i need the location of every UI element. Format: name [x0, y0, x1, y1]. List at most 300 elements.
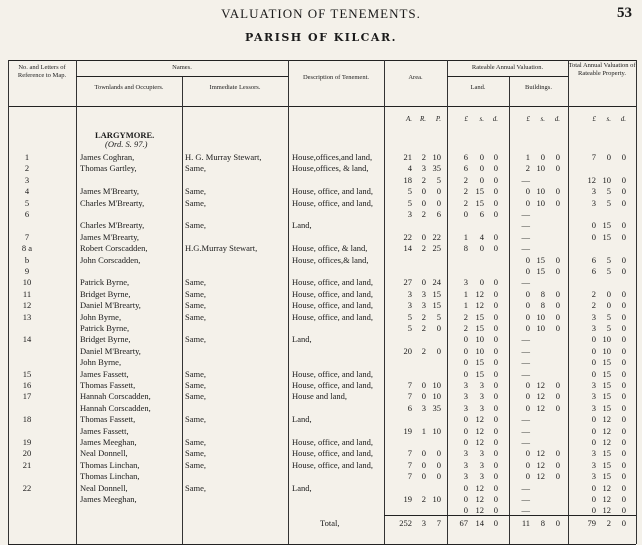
cell-l-0: 3 — [463, 391, 468, 402]
cell-t-2: 0 — [621, 311, 626, 322]
cell-a-0: 3 — [407, 209, 412, 219]
cell-t-2: 0 — [621, 266, 626, 276]
cell-b-0: 0 — [525, 311, 530, 322]
cell-a-1: 0 — [421, 459, 426, 470]
cell-b-1: 12 — [536, 448, 545, 459]
table-row — [0, 277, 642, 288]
cell-b-1: 10 — [536, 186, 545, 197]
cell-b-0: 0 — [525, 380, 530, 390]
cell-t-1: 15 — [602, 391, 611, 402]
cell-occ: Thomas Fassett, — [80, 414, 136, 425]
cell-b-0: 2 — [525, 163, 530, 174]
cell-t-0: 2 — [591, 300, 596, 311]
cell-a-0: 5 — [407, 323, 412, 333]
cell-t-0: 3 — [591, 323, 596, 333]
cell-t-1: 15 — [602, 471, 611, 482]
cell-desc: House, office, & land, — [292, 243, 368, 254]
cell-t-0: 0 — [591, 334, 596, 345]
cell-les: Same, — [185, 220, 207, 231]
cell-t-1: 15 — [602, 357, 611, 368]
cell-les: Same, — [185, 459, 207, 470]
cell-l-0: 2 — [463, 311, 468, 322]
cell-a-1: 2 — [421, 209, 426, 219]
cell-a-2: 35 — [432, 402, 441, 413]
cell-a-0: 3 — [407, 300, 412, 311]
col-header-description: Description of Tenement. — [302, 74, 370, 81]
cell-l-2: 0 — [493, 163, 498, 174]
cell-desc: House, office, and land, — [292, 311, 374, 322]
cell-occ: Patrick Byrne, — [80, 323, 130, 333]
cell-b-0: 0 — [525, 391, 530, 402]
cell-l-2: 0 — [493, 414, 498, 425]
cell-l-0: 2 — [463, 197, 468, 208]
cell-l-1: 10 — [475, 345, 484, 356]
cell-l-2: 0 — [493, 277, 498, 288]
cell-l-1: 12 — [475, 425, 484, 436]
cell-les: Same, — [185, 368, 207, 379]
cell-t-2: 0 — [621, 174, 626, 185]
cell-no: 20 — [22, 448, 32, 459]
cell-t-1: 0 — [606, 288, 611, 299]
cell-a-0: 5 — [407, 186, 412, 197]
cell-a-2: 0 — [436, 197, 441, 208]
cell-t-2: 0 — [621, 505, 626, 516]
cell-t-2: 0 — [621, 380, 626, 390]
col-header-names: Names. — [172, 64, 192, 71]
cell-l-2: 0 — [493, 334, 498, 345]
cell-l-1: 3 — [479, 380, 484, 390]
cell-b-0: — — [521, 425, 530, 436]
table-row — [0, 494, 642, 505]
cell-l-0: 3 — [463, 402, 468, 413]
cell-t-1: 5 — [606, 186, 611, 197]
cell-t-2: 0 — [621, 459, 626, 470]
cell-l-2: 0 — [493, 323, 498, 333]
cell-occ: John Corscadden, — [80, 254, 141, 265]
cell-l-2: 0 — [493, 345, 498, 356]
cell-t-0: 3 — [591, 459, 596, 470]
table-row — [0, 369, 642, 380]
cell-no: 8 a — [21, 243, 33, 254]
cell-b-0: 0 — [525, 288, 530, 299]
cell-l-2: 0 — [493, 311, 498, 322]
col-header-land: Land. — [470, 84, 486, 91]
cell-a-1: 2 — [421, 311, 426, 322]
cell-b-2: 0 — [555, 402, 560, 413]
cell-l-2: 0 — [493, 505, 498, 516]
cell-b-2: 0 — [555, 254, 560, 265]
cell-t-2: 0 — [621, 357, 626, 368]
cell-les: Same, — [185, 197, 207, 208]
cell-l-0: 3 — [463, 277, 468, 288]
cell-t-0: 3 — [591, 186, 596, 197]
cell-l-0: 0 — [463, 414, 468, 425]
cell-l-2: 0 — [493, 459, 498, 470]
cell-a-0: 21 — [403, 152, 412, 162]
cell-occ: John Byrne, — [80, 311, 122, 322]
cell-les: Same, — [185, 311, 207, 322]
cell-l-1: 3 — [479, 471, 484, 482]
cell-b-1: 12 — [536, 459, 545, 470]
cell-t-2: 0 — [621, 231, 626, 242]
cell-occ: John Byrne, — [80, 357, 122, 368]
cell-desc: House,offices,and land, — [292, 152, 373, 162]
cell-l-1: 3 — [479, 402, 484, 413]
cell-l-1: 10 — [475, 334, 484, 345]
cell-l-1: 0 — [479, 174, 484, 185]
table-row — [0, 380, 642, 391]
cell-no: 16 — [22, 380, 32, 390]
cell-a-1: 0 — [421, 471, 426, 482]
cell-no: 14 — [22, 334, 32, 345]
cell-no: 1 — [24, 152, 30, 162]
cell-b-0: 0 — [525, 471, 530, 482]
cell-a-0: 14 — [403, 243, 412, 254]
cell-l-0: 1 — [463, 231, 468, 242]
cell-t-1: 15 — [602, 368, 611, 379]
cell-a-0: 6 — [407, 402, 412, 413]
col-header-no: No. and Letters of Reference to Map. — [17, 64, 67, 79]
cell-l-1: 4 — [479, 231, 484, 242]
cell-a-0: 7 — [407, 391, 412, 402]
cell-b-0: — — [521, 505, 530, 516]
cell-no: 17 — [22, 391, 32, 402]
table-row — [0, 426, 642, 437]
cell-a-1: 0 — [421, 231, 426, 242]
cell-b-1: 8 — [540, 300, 545, 311]
cell-b-0: — — [521, 209, 530, 219]
cell-a-1: 2 — [421, 174, 426, 185]
cell-t-0: 6 — [591, 254, 596, 265]
cell-l-2: 0 — [493, 425, 498, 436]
cell-a-1: 0 — [421, 186, 426, 197]
cell-a-1: 3 — [421, 402, 426, 413]
table-row — [0, 471, 642, 482]
cell-b-2: 0 — [555, 323, 560, 333]
cell-b-1: 12 — [536, 471, 545, 482]
cell-a-2: 22 — [432, 231, 441, 242]
cell-b-0: 0 — [525, 459, 530, 470]
cell-l-0: 2 — [463, 323, 468, 333]
cell-b-1: 10 — [536, 163, 545, 174]
cell-no: 15 — [22, 368, 32, 379]
col-header-buildings: Buildings. — [525, 84, 552, 91]
cell-l-0: 2 — [463, 186, 468, 197]
cell-l-0: 6 — [463, 152, 468, 162]
cell-b-2: 0 — [555, 471, 560, 482]
cell-t-2: 0 — [621, 494, 626, 504]
cell-t-0: 6 — [591, 266, 596, 276]
cell-l-1: 3 — [479, 459, 484, 470]
cell-les: Same, — [185, 300, 207, 311]
cell-b-0: — — [521, 368, 530, 379]
cell-l-2: 0 — [493, 368, 498, 379]
cell-t-1: 12 — [602, 505, 611, 516]
cell-a-2: 0 — [436, 186, 441, 197]
townland-ord: (Ord. S. 97.) — [105, 139, 148, 149]
cell-occ: Thomas Gartley, — [80, 163, 137, 174]
cell-t-0: 0 — [591, 437, 596, 447]
cell-desc: Land, — [292, 414, 312, 425]
table-row — [0, 346, 642, 357]
cell-a-1: 3 — [421, 163, 426, 174]
cell-l-2: 0 — [493, 288, 498, 299]
cell-les: H.G.Murray Stewart, — [185, 243, 258, 254]
cell-t-0: 3 — [591, 448, 596, 459]
cell-desc: House, office, and land, — [292, 459, 374, 470]
cell-a-2: 25 — [432, 243, 441, 254]
table-row — [0, 323, 642, 334]
table-row — [0, 255, 642, 266]
cell-a-1: 0 — [421, 197, 426, 208]
cell-t-1: 15 — [602, 220, 611, 231]
cell-b-2: 0 — [555, 288, 560, 299]
cell-occ: Thomas Linchan, — [80, 459, 140, 470]
cell-l-1: 15 — [475, 357, 484, 368]
cell-a-2: 10 — [432, 425, 441, 436]
cell-l-0: 0 — [463, 368, 468, 379]
cell-t-1: 15 — [602, 380, 611, 390]
cell-l-2: 0 — [493, 471, 498, 482]
cell-t-1: 5 — [606, 323, 611, 333]
cell-b-0: 0 — [525, 254, 530, 265]
cell-b-1: 10 — [536, 311, 545, 322]
cell-t-1: 0 — [606, 152, 611, 162]
cell-b-2: 0 — [555, 197, 560, 208]
col-header-area: Area. — [408, 74, 423, 81]
cell-occ: Hannah Corscadden, — [80, 402, 151, 413]
cell-b-2: 0 — [555, 391, 560, 402]
cell-a-0: 3 — [407, 288, 412, 299]
cell-a-0: 7 — [407, 380, 412, 390]
cell-occ: Bridget Byrne, — [80, 288, 131, 299]
cell-t-2: 0 — [621, 254, 626, 265]
cell-occ: Robert Corscadden, — [80, 243, 148, 254]
cell-desc: House, office, and land, — [292, 437, 374, 447]
cell-t-2: 0 — [621, 402, 626, 413]
cell-occ: James M'Brearty, — [80, 186, 140, 197]
cell-a-1: 0 — [421, 277, 426, 288]
cell-occ: James Fassett, — [80, 368, 129, 379]
cell-a-2: 0 — [436, 459, 441, 470]
cell-a-1: 1 — [421, 425, 426, 436]
table-row — [0, 334, 642, 345]
cell-no: 6 — [24, 209, 30, 219]
cell-l-0: 3 — [463, 471, 468, 482]
cell-t-1: 5 — [606, 266, 611, 276]
cell-l-2: 0 — [493, 174, 498, 185]
cell-a-2: 10 — [432, 380, 441, 390]
cell-les: Same, — [185, 437, 207, 447]
cell-b-0: — — [521, 494, 530, 504]
cell-t-2: 0 — [621, 368, 626, 379]
cell-t-1: 10 — [602, 334, 611, 345]
cell-les: Same, — [185, 448, 207, 459]
cell-b-2: 0 — [555, 186, 560, 197]
cell-b-2: 0 — [555, 311, 560, 322]
cell-l-0: 0 — [463, 345, 468, 356]
cell-t-0: 0 — [591, 494, 596, 504]
cell-b-0: — — [521, 357, 530, 368]
cell-t-1: 12 — [602, 494, 611, 504]
cell-l-2: 0 — [493, 437, 498, 447]
cell-b-0: 0 — [525, 323, 530, 333]
cell-t-0: 3 — [591, 471, 596, 482]
cell-b-0: 0 — [525, 197, 530, 208]
cell-a-1: 3 — [421, 288, 426, 299]
cell-t-0: 3 — [591, 197, 596, 208]
cell-b-0: 0 — [525, 266, 530, 276]
cell-t-1: 12 — [602, 425, 611, 436]
cell-l-0: 0 — [463, 505, 468, 516]
cell-no: 13 — [22, 311, 32, 322]
cell-l-1: 3 — [479, 448, 484, 459]
cell-t-0: 12 — [587, 174, 596, 185]
cell-desc: House,offices, & land, — [292, 163, 369, 174]
cell-l-1: 12 — [475, 482, 484, 493]
cell-occ: Charles M'Brearty, — [80, 197, 145, 208]
cell-l-0: 3 — [463, 380, 468, 390]
cell-b-0: 0 — [525, 300, 530, 311]
cell-no: 10 — [22, 277, 32, 288]
table-row — [0, 300, 642, 311]
table-row — [0, 266, 642, 277]
cell-t-1: 5 — [606, 254, 611, 265]
table-row — [0, 403, 642, 414]
cell-t-1: 12 — [602, 482, 611, 493]
cell-no: 7 — [24, 231, 30, 242]
cell-b-2: 0 — [555, 266, 560, 276]
cell-t-1: 5 — [606, 197, 611, 208]
cell-les: Same, — [185, 391, 207, 402]
cell-l-2: 0 — [493, 243, 498, 254]
cell-desc: Land, — [292, 220, 312, 231]
cell-l-0: 0 — [463, 334, 468, 345]
cell-a-2: 0 — [436, 323, 441, 333]
table-row — [0, 243, 642, 254]
cell-t-0: 3 — [591, 391, 596, 402]
cell-occ: James M'Brearty, — [80, 231, 140, 242]
cell-desc: House, office, and land, — [292, 288, 374, 299]
table-row — [0, 448, 642, 459]
cell-a-0: 7 — [407, 459, 412, 470]
cell-occ: Daniel M'Brearty, — [80, 345, 141, 356]
cell-t-2: 0 — [621, 334, 626, 345]
cell-a-2: 6 — [436, 209, 441, 219]
cell-t-2: 0 — [621, 300, 626, 311]
cell-occ: Thomas Fassett, — [80, 380, 136, 390]
units-row: A. R. P. £ s. d. £ s. d. £ s. d. — [405, 115, 626, 123]
cell-l-1: 12 — [475, 300, 484, 311]
cell-b-1: 0 — [540, 152, 545, 162]
cell-les: Same, — [185, 334, 207, 345]
cell-b-0: — — [521, 231, 530, 242]
cell-t-0: 3 — [591, 380, 596, 390]
cell-les: Same, — [185, 163, 207, 174]
cell-l-2: 0 — [493, 357, 498, 368]
col-header-townlands: Townlands and Occupiers. — [94, 84, 164, 91]
cell-no: 9 — [24, 266, 30, 276]
cell-l-0: 6 — [463, 163, 468, 174]
table-row — [0, 483, 642, 494]
cell-b-0: — — [521, 482, 530, 493]
cell-desc: House, office, and land, — [292, 380, 374, 390]
cell-l-0: 0 — [463, 482, 468, 493]
cell-l-2: 0 — [493, 494, 498, 504]
cell-no: 5 — [24, 197, 30, 208]
cell-l-2: 0 — [493, 482, 498, 493]
cell-a-0: 27 — [403, 277, 412, 288]
cell-l-1: 12 — [475, 437, 484, 447]
cell-a-2: 0 — [436, 471, 441, 482]
cell-l-2: 0 — [493, 152, 498, 162]
cell-occ: Neal Donnell, — [80, 448, 128, 459]
table-row — [0, 175, 642, 186]
cell-a-1: 2 — [421, 494, 426, 504]
cell-b-1: 10 — [536, 323, 545, 333]
cell-b-1: 10 — [536, 197, 545, 208]
cell-desc: House, office, and land, — [292, 186, 374, 197]
parish-title: PARISH OF KILCAR. — [245, 31, 397, 44]
cell-t-0: 0 — [591, 220, 596, 231]
cell-a-2: 15 — [432, 288, 441, 299]
cell-occ: James Meeghan, — [80, 437, 137, 447]
table-row — [0, 198, 642, 209]
cell-t-2: 0 — [621, 414, 626, 425]
cell-a-0: 22 — [403, 231, 412, 242]
cell-a-1: 2 — [421, 243, 426, 254]
cell-t-1: 10 — [602, 174, 611, 185]
cell-l-0: 8 — [463, 243, 468, 254]
cell-t-1: 15 — [602, 459, 611, 470]
cell-l-1: 0 — [479, 277, 484, 288]
cell-no: 18 — [22, 414, 32, 425]
cell-l-2: 0 — [493, 391, 498, 402]
cell-les: Same, — [185, 414, 207, 425]
cell-l-1: 15 — [475, 197, 484, 208]
table-row — [0, 152, 642, 163]
table-row — [0, 220, 642, 231]
cell-t-0: 0 — [591, 414, 596, 425]
cell-b-0: — — [521, 277, 530, 288]
cell-t-2: 0 — [621, 425, 626, 436]
col-header-total: Total Annual Valuation of Rateable Property. — [568, 62, 636, 77]
cell-b-1: 8 — [540, 288, 545, 299]
cell-l-1: 3 — [479, 391, 484, 402]
cell-occ: Patrick Byrne, — [80, 277, 130, 288]
cell-t-2: 0 — [621, 197, 626, 208]
cell-t-1: 15 — [602, 231, 611, 242]
cell-desc: House, offices,& land, — [292, 254, 369, 265]
cell-b-0: — — [521, 174, 530, 185]
table-row — [0, 289, 642, 300]
cell-a-1: 3 — [421, 300, 426, 311]
table-row — [0, 437, 642, 448]
cell-occ: Charles M'Brearty, — [80, 220, 145, 231]
cell-t-2: 0 — [621, 152, 626, 162]
table-row — [0, 460, 642, 471]
cell-no: 3 — [24, 174, 30, 185]
cell-t-1: 5 — [606, 311, 611, 322]
cell-t-1: 12 — [602, 437, 611, 447]
cell-desc: House, office, and land, — [292, 368, 374, 379]
page-number: 53 — [617, 5, 632, 21]
cell-t-0: 0 — [591, 505, 596, 516]
cell-b-0: — — [521, 437, 530, 447]
cell-l-0: 0 — [463, 437, 468, 447]
cell-t-0: 2 — [591, 288, 596, 299]
cell-a-0: 7 — [407, 448, 412, 459]
